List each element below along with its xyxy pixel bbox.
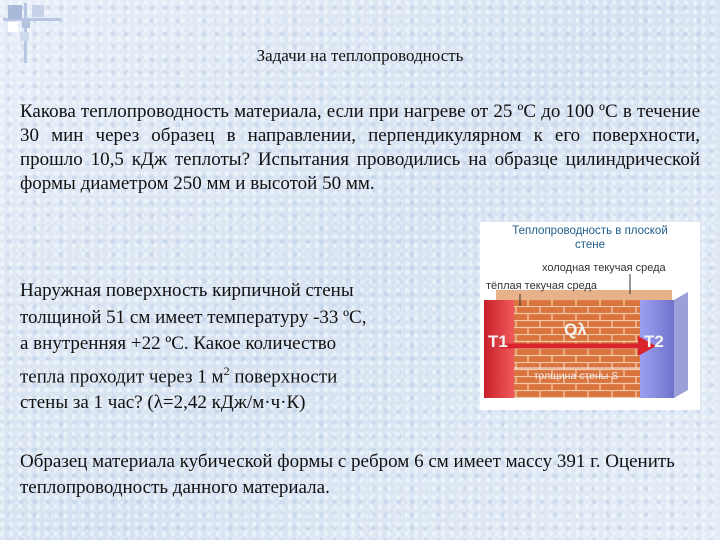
problem-2-line: Наружная поверхность кирпичной стены xyxy=(20,280,354,301)
problem-2-line: тепла проходит через 1 м xyxy=(20,365,224,387)
heat-conduction-figure xyxy=(480,222,700,410)
cold-medium-label: холодная текучая среда xyxy=(542,262,666,274)
heat-flux-label: Qλ xyxy=(564,320,587,339)
t2-label: T2 xyxy=(644,332,664,351)
wall-side-face xyxy=(674,292,688,398)
decor-square xyxy=(8,22,18,32)
problem-1-text: Какова теплопроводность материала, если при нагреве от 25 ºС до 100 ºС в течение 30 мин через образец в направлении, перпендикулярном к его поверхности, прошло 10,5 кДж теплоты? Испытания проводились на образце цилиндрической формы диаметром 250 мм и высотой 50 мм. xyxy=(20,101,700,194)
brick-wall xyxy=(510,300,644,398)
problem-2-line: поверхности xyxy=(229,365,338,387)
problem-2-text xyxy=(20,278,458,417)
figure-title-line: Теплопроводность в плоской xyxy=(512,225,668,237)
problem-2-line: толщиной 51 см имеет температуру -33 ºС, xyxy=(20,306,367,328)
figure-title-line: стене xyxy=(574,239,606,251)
problem-3-text: Образец материала кубической формы с ребром 6 см имеет массу 391 г. Оценить теплопроводность данного материала. xyxy=(20,451,675,498)
decor-square xyxy=(32,5,44,17)
decor-square xyxy=(20,32,29,41)
slide-title: Задачи на теплопроводность xyxy=(256,46,464,65)
decor-square xyxy=(8,5,22,19)
problem-2-line: а внутренняя +22 ºС. Какое количество xyxy=(20,333,337,354)
superscript: 2 xyxy=(223,363,230,378)
decor-square xyxy=(22,20,30,28)
warm-medium-label: тёплая текучая среда xyxy=(486,280,598,292)
t1-label: T1 xyxy=(488,332,508,351)
problem-2-line: стены за 1 час? (λ=2,42 кДж/м·ч·К) xyxy=(20,392,306,414)
wall-thickness-label: толщина стены S xyxy=(533,370,619,382)
